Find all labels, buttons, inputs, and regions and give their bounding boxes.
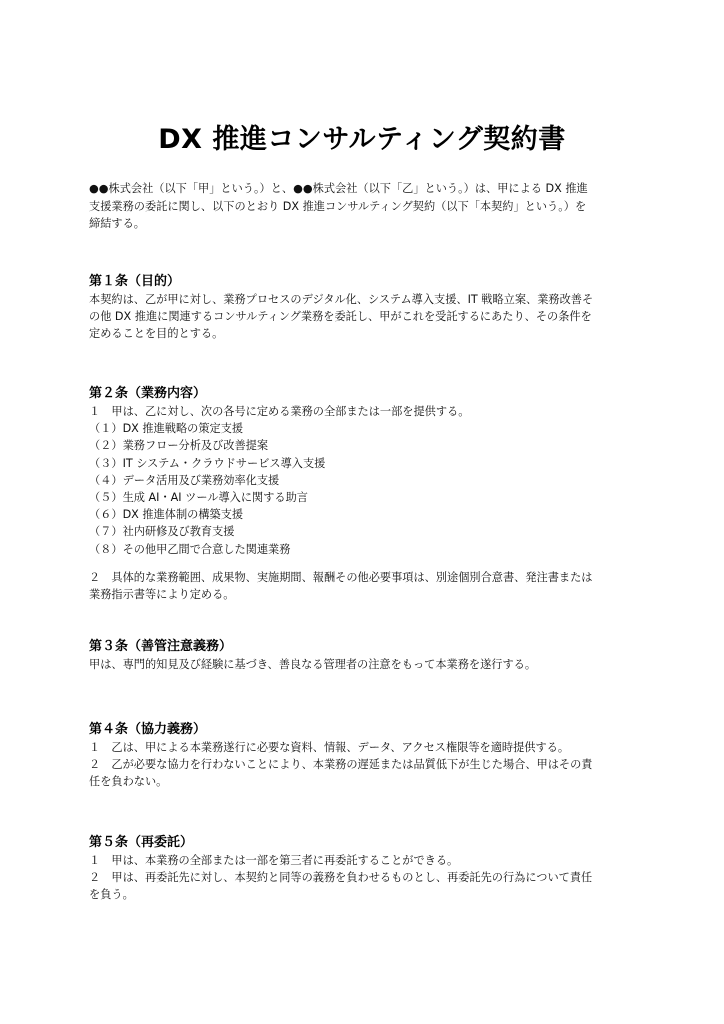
article-text-line: １ 甲は、乙に対し、次の各号に定める業務の全部または一部を提供する。 <box>89 405 470 418</box>
article-1 <box>89 273 637 343</box>
article-text-line: 甲は、専門的知見及び経験に基づき、善良なる管理者の注意をもって本業務を遂行する。 <box>89 658 537 671</box>
article-text-line: １ 甲は、本業務の全部または一部を第三者に再委託することができる。 <box>89 854 459 867</box>
article-text-line: ２ 甲は、再委託先に対し、本契約と同等の義務を負わせるものとし、再委託先の行為について責任 <box>89 871 593 885</box>
list-item: （７）社内研修及び教育支援 <box>89 525 235 539</box>
preamble <box>89 180 637 233</box>
article-text-line: 任を負わない。 <box>89 775 168 789</box>
preamble-line: ●●株式会社（以下「甲」という。）と、●●株式会社（以下「乙」という。）は、甲による DX 推進 <box>89 182 588 195</box>
article-text-line: 業務指示書等により定める。 <box>89 588 235 602</box>
list-item: （５）生成 AI・AI ツール導入に関する助言 <box>89 491 308 505</box>
business-item-list <box>89 420 637 558</box>
article-text-line: 定めることを目的とする。 <box>89 327 224 341</box>
preamble-line: 締結する。 <box>89 217 145 230</box>
article-text-line: ２ 乙が必要な協力を行わないことにより、本業務の遅延または品質低下が生じた場合、甲はその責 <box>89 758 593 772</box>
list-item: （８）その他甲乙間で合意した関連業務 <box>89 542 291 556</box>
article-text-line: 本契約は、乙が甲に対し、業務プロセスのデジタル化、システム導入支援、IT 戦略立案、業務改善そ <box>89 293 594 306</box>
list-item: （６）DX 推進体制の構築支援 <box>89 508 244 522</box>
article-4 <box>89 721 637 791</box>
list-item: （１）DX 推進戦略の策定支援 <box>89 422 244 436</box>
article-heading: 第２条（業務内容） <box>89 386 207 401</box>
article-2 <box>89 385 637 603</box>
article-heading: 第５条（再委託） <box>89 835 194 850</box>
list-item: （４）データ活用及び業務効率化支援 <box>89 473 280 487</box>
article-heading: 第１条（目的） <box>89 274 181 289</box>
article-5 <box>89 834 637 904</box>
article-heading: 第３条（善管注意義務） <box>89 639 233 654</box>
article-text-line: を負う。 <box>89 888 134 902</box>
article-heading: 第４条（協力義務） <box>89 722 207 737</box>
article-text-line: １ 乙は、甲による本業務遂行に必要な資料、情報、データ、アクセス権限等を適時提供する。 <box>89 741 570 754</box>
document-title: DX 推進コンサルティング契約書 <box>158 124 566 156</box>
preamble-line: 支援業務の委託に関し、以下のとおり DX 推進コンサルティング契約（以下「本契約」という。）を <box>89 199 587 213</box>
article-3 <box>89 638 637 673</box>
article-text-line: ２ 具体的な業務範囲、成果物、実施期間、報酬その他必要事項は、別途個別合意書、発注書または <box>89 570 593 584</box>
spacer <box>89 558 637 569</box>
list-item: （２）業務フロー分析及び改善提案 <box>89 439 269 453</box>
article-text-line: の他 DX 推進に関連するコンサルティング業務を委託し、甲がこれを受託するにあたり、その条件を <box>89 310 592 324</box>
list-item: （３）IT システム・クラウドサービス導入支援 <box>89 456 326 470</box>
